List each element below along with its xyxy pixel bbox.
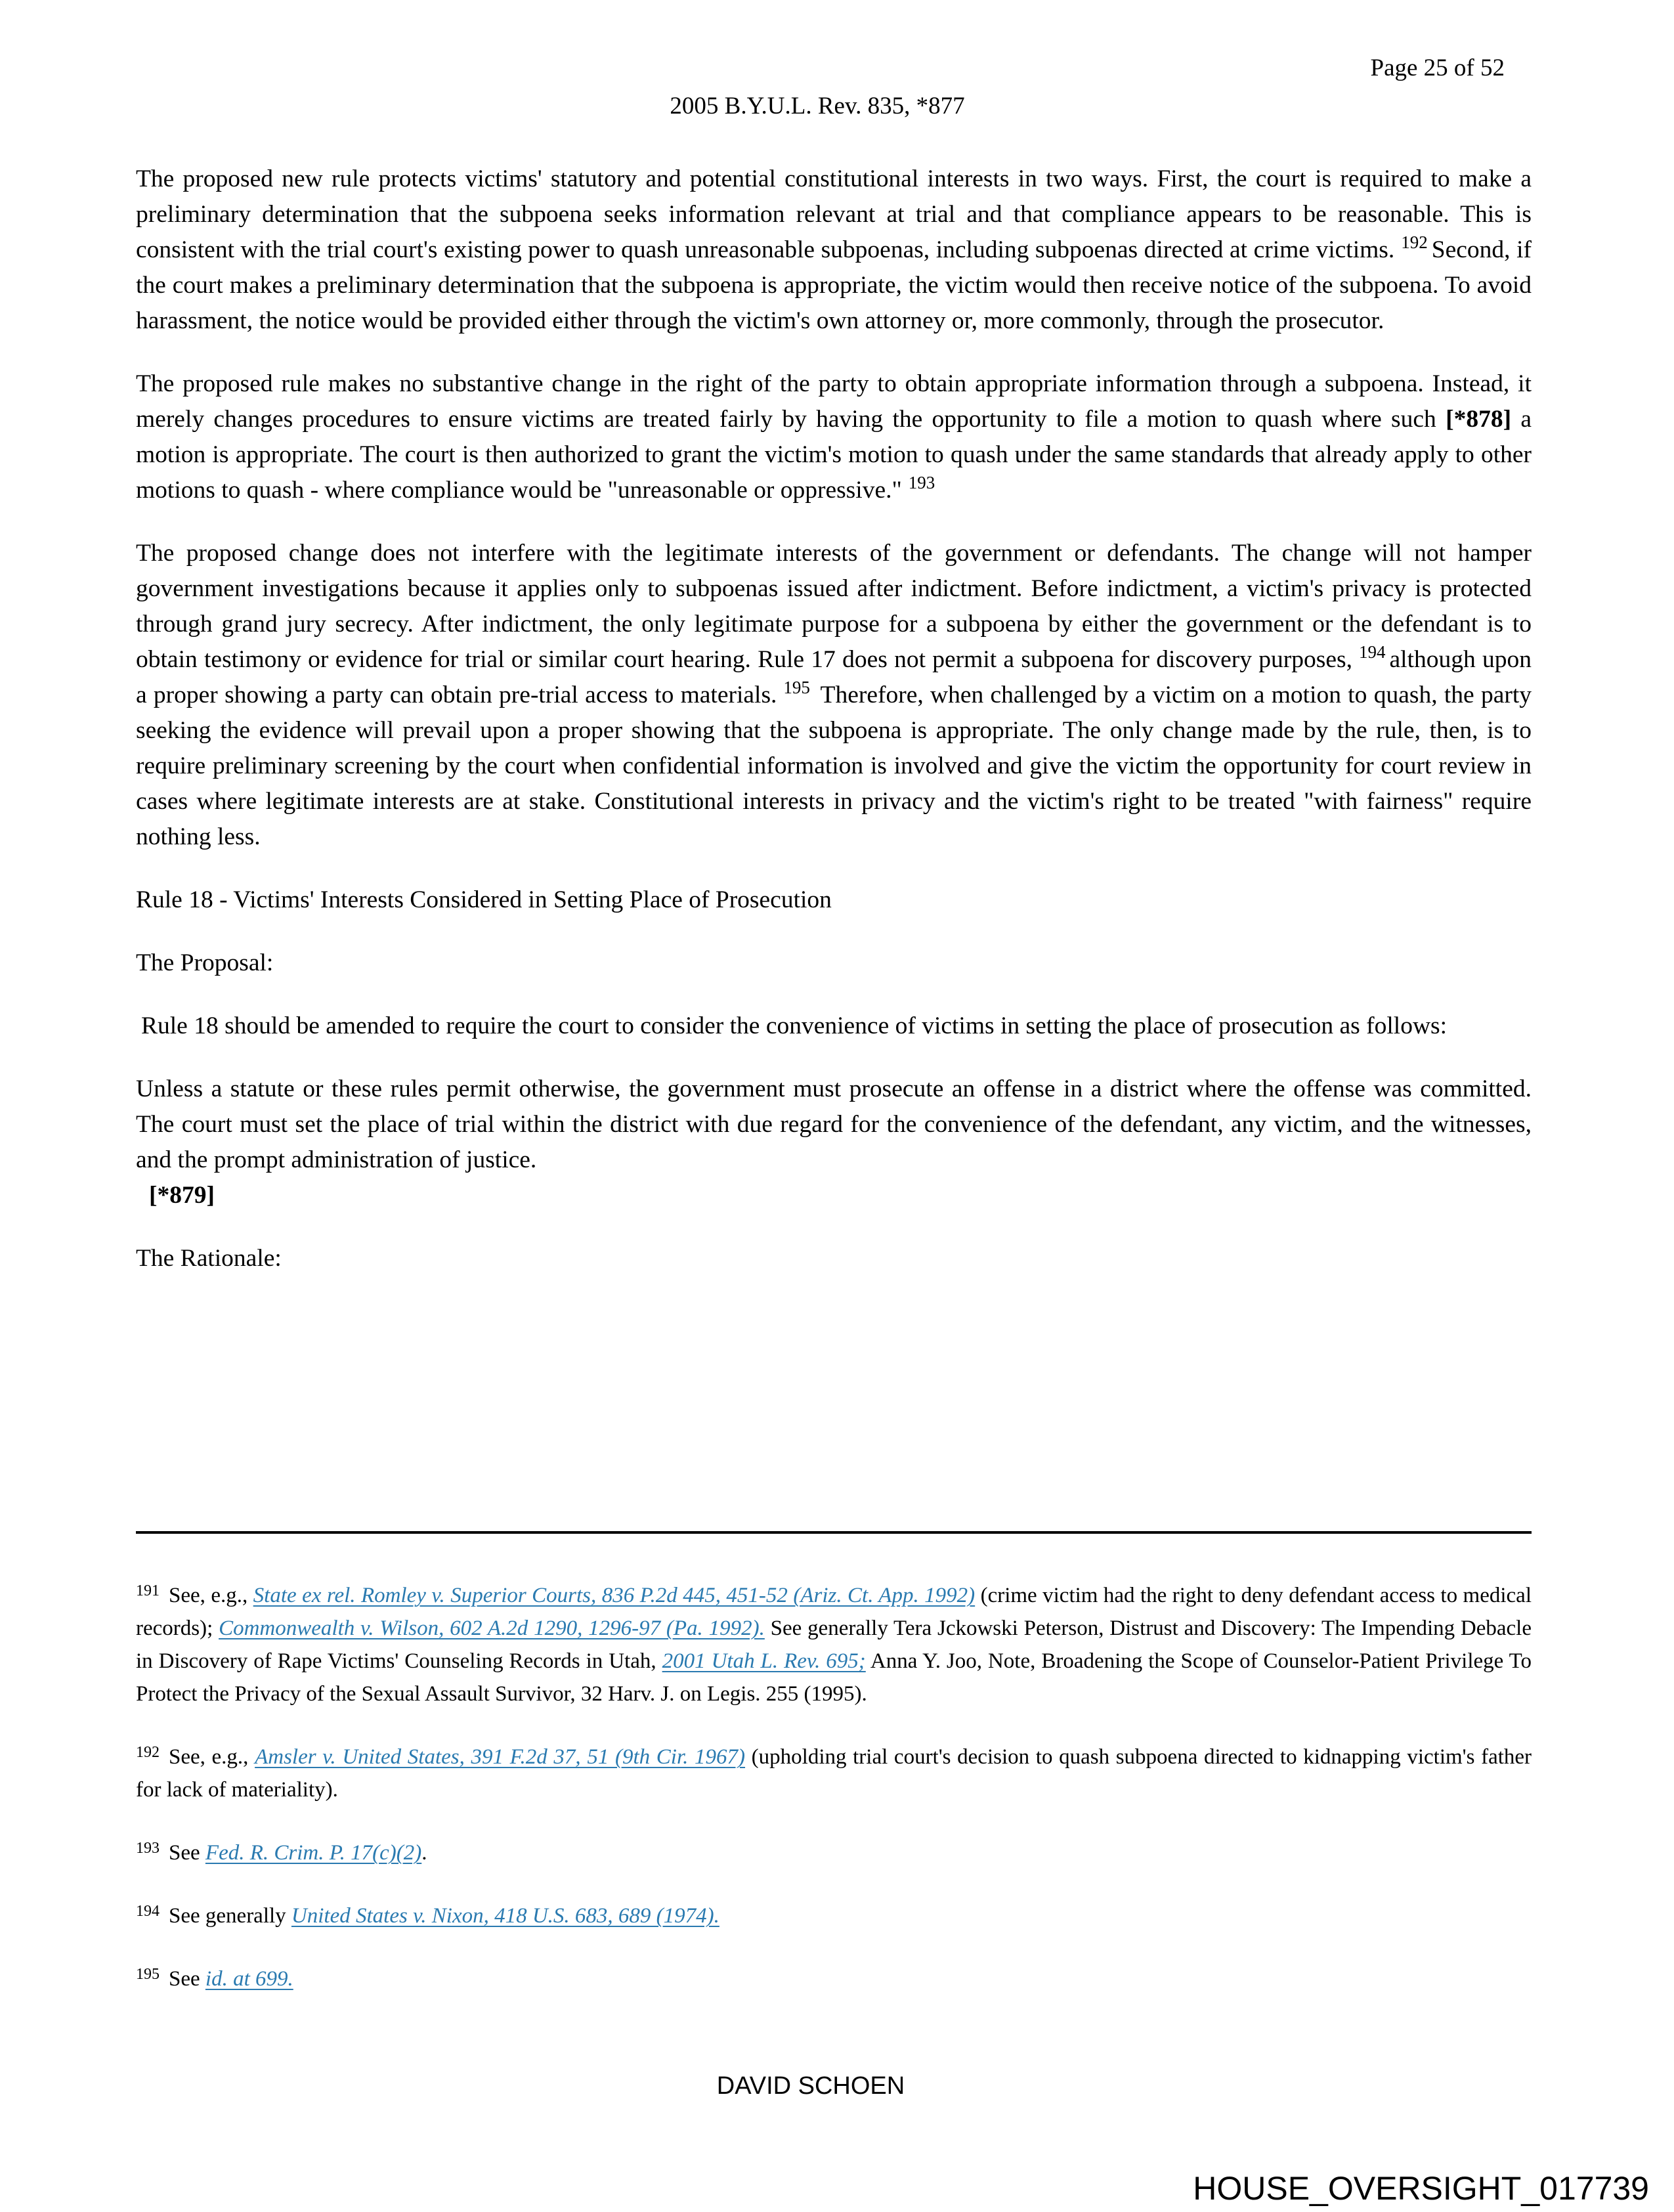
article-body xyxy=(136,162,1532,1304)
paragraph-text: although upon a proper showing a party can obtain pre-trial access to materials. xyxy=(136,646,1532,708)
paragraph-text: The proposed change does not interfere with the legitimate interests of the government or defendants. The change will not hamper government investigations because it applies only to subpoenas issued after indictment. Before indictment, a victim's privacy is protected through grand jury secrecy. After indictment, the only legitimate purpose for a subpoena by either the government or the defendant is to obtain testimony or evidence for trial or similar court hearing. Rule 17 does not permit a subpoena for discovery purposes, xyxy=(136,540,1532,673)
paragraph-text: Second, if the court makes a preliminary determination that the subpoena is appropriate, the victim would then receive notice of the subpoena. To avoid harassment, the notice would be provided either through the victim's own attorney or, more commonly, through the prosecutor. xyxy=(136,236,1532,334)
paragraph-3 xyxy=(136,536,1532,855)
producer-stamp xyxy=(0,2072,1674,2100)
footnote-ref-193[interactable]: 193 xyxy=(908,473,935,492)
footnote-number: 193 xyxy=(136,1840,160,1857)
citation-link-amsler[interactable]: Amsler v. United States, 391 F.2d 37, 51 (9th Cir. 1967) xyxy=(255,1745,746,1769)
section-heading-rule-18: Rule 18 - Victims' Interests Considered in Setting Place of Prosecution xyxy=(136,886,832,913)
star-page-878: [*878] xyxy=(1446,406,1512,433)
footnote-text: See, e.g., xyxy=(169,1584,248,1607)
citation-link-nixon[interactable]: United States v. Nixon, 418 U.S. 683, 689 (1974). xyxy=(291,1904,719,1928)
footnote-ref-192[interactable]: 192 xyxy=(1401,232,1428,252)
footnote-text: Anna Y. Joo, Note, Broadening the Scope of Counselor-Patient Privilege To Protect the Privacy of the Sexual Assault Survivor, 32 Harv. J. on Legis. 255 (1995). xyxy=(136,1649,1532,1706)
footnote-ref-194[interactable]: 194 xyxy=(1359,642,1386,662)
footnote-ref-195[interactable]: 195 xyxy=(783,678,810,697)
bates-number: HOUSE_OVERSIGHT_017739 xyxy=(1193,2170,1649,2207)
star-page-879: [*879] xyxy=(149,1182,215,1209)
paragraph-text: Therefore, when challenged by a victim on a motion to quash, the party seeking the evidence will prevail upon a proper showing that the subpoena is appropriate. The only change made by the rule, then, is to require preliminary screening by the court when confidential information is involved and give the victim the opportunity for court review in cases where legitimate interests are at stake. Constitutional interests in privacy and the victim's right to be treated "with fairness" require nothing less. xyxy=(136,682,1532,850)
citation-link-romley[interactable]: State ex rel. Romley v. Superior Courts, 836 P.2d 445, 451-52 (Ariz. Ct. App. 1992) xyxy=(253,1584,976,1607)
footnotes xyxy=(136,1579,1532,2026)
paragraph-text: a motion is appropriate. The court is then authorized to grant the victim's motion to quash under the same standards that already apply to other motions to quash - where compliance would be "unreasonable or oppressive." xyxy=(136,406,1532,504)
paragraph-1 xyxy=(136,162,1532,339)
footnote-number: 192 xyxy=(136,1744,160,1761)
running-head-citation: 2005 B.Y.U.L. Rev. 835, *877 xyxy=(670,93,965,119)
footnote-text: See xyxy=(169,1967,200,1991)
footnote-number: 191 xyxy=(136,1582,160,1599)
running-head xyxy=(0,92,1674,120)
citation-link-utah-law-review[interactable]: 2001 Utah L. Rev. 695; xyxy=(662,1649,866,1673)
footnote-text: See generally Tera Jckowski Peterson, Distrust and Discovery: The Impending Debacle in Discovery of Rape Victims' Counseling Records in Utah, xyxy=(136,1616,1532,1673)
citation-link-wilson[interactable]: Commonwealth v. Wilson, 602 A.2d 1290, 1296-97 (Pa. 1992). xyxy=(219,1616,765,1640)
footnote-number: 195 xyxy=(136,1966,160,1983)
footnote-191 xyxy=(136,1579,1532,1710)
footnote-text: . xyxy=(421,1841,427,1865)
footnote-text: See xyxy=(169,1841,200,1865)
citation-link-fed-r-crim-p[interactable]: Fed. R. Crim. P. 17(c)(2) xyxy=(205,1841,422,1865)
paragraph-4: Rule 18 should be amended to require the court to consider the convenience of victims in setting the place of prosecution as follows: xyxy=(141,1012,1448,1039)
rationale-label: The Rationale: xyxy=(136,1245,282,1272)
footnote-195 xyxy=(136,1963,1532,1995)
page-number: Page 25 of 52 xyxy=(1370,54,1505,81)
paragraph-text: The proposed rule makes no substantive change in the right of the party to obtain appropriate information through a subpoena. Instead, it merely changes procedures to ensure victims are treated fairly by having the opportunity to file a motion to quash where such xyxy=(136,370,1532,433)
producer-name: DAVID SCHOEN xyxy=(716,2072,905,2100)
footnote-192 xyxy=(136,1741,1532,1806)
footnote-text: (crime victim had the right to deny defendant access to medical records); xyxy=(136,1584,1532,1640)
proposed-rule-text: Unless a statute or these rules permit otherwise, the government must prosecute an offense in a district where the offense was committed. The court must set the place of trial within the district with due regard for the convenience of the defendant, any victim, and the witnesses, and the prompt administration of justice. xyxy=(136,1075,1532,1173)
citation-link-id[interactable]: id. at 699. xyxy=(205,1967,293,1991)
footnote-194 xyxy=(136,1899,1532,1932)
paragraph-2 xyxy=(136,366,1532,508)
footnote-text: See, e.g., xyxy=(169,1745,249,1769)
footnote-193 xyxy=(136,1836,1532,1869)
footnote-text: See generally xyxy=(169,1904,286,1928)
proposal-label: The Proposal: xyxy=(136,949,274,976)
footnote-text: (upholding trial court's decision to quash subpoena directed to kidnapping victim's father for lack of materiality). xyxy=(136,1745,1532,1802)
footnote-divider xyxy=(136,1531,1532,1534)
paragraph-text: The proposed new rule protects victims' statutory and potential constitutional interests in two ways. First, the court is required to make a preliminary determination that the subpoena seeks information relevant at trial and that compliance appears to be reasonable. This is consistent with the trial court's existing power to quash unreasonable subpoenas, including subpoenas directed at crime victims. xyxy=(136,165,1532,263)
footnote-number: 194 xyxy=(136,1903,160,1920)
